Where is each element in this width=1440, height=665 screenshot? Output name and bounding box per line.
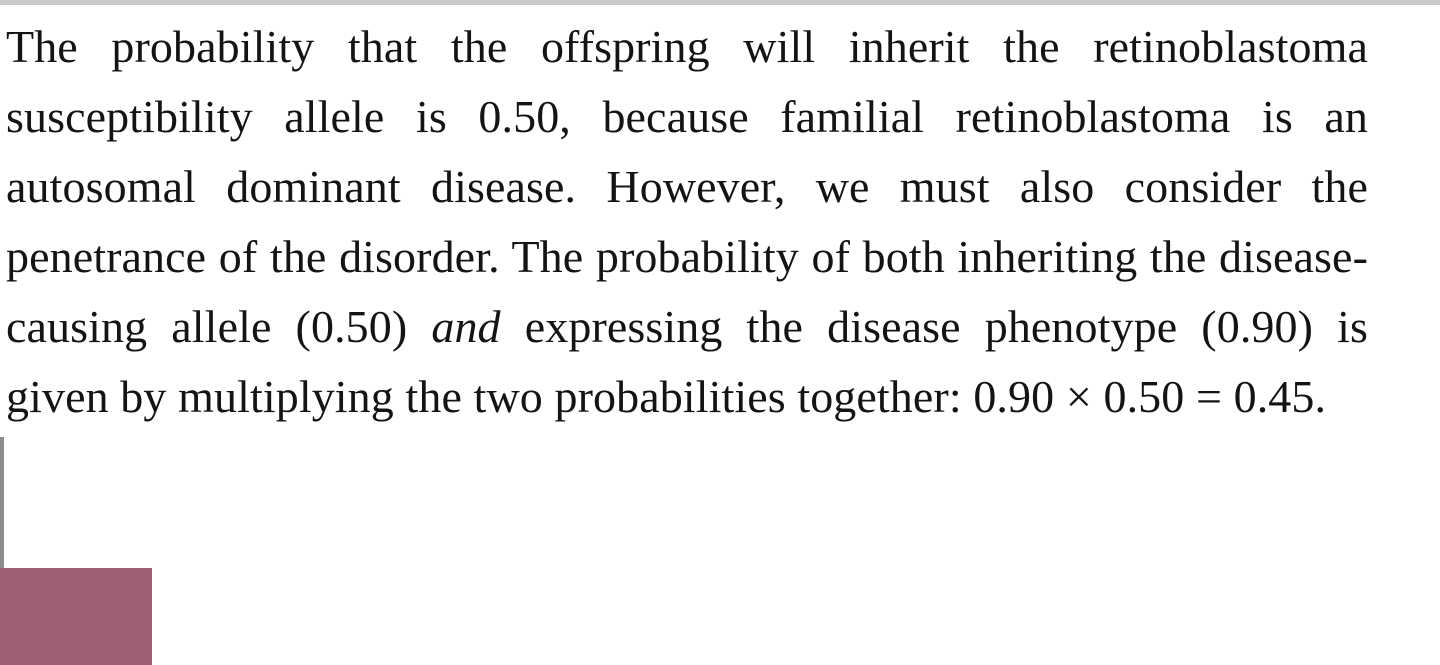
paragraph-text-after-italic: expressing the disease phenotype (0.90) is given by multiplying the two probabilities together: 0.90 × 0.50 = 0.45.: [6, 301, 1368, 422]
paragraph-text-before-italic: The probability that the offspring will inherit the retinoblastoma susceptibility allele is 0.50, because familial retinoblastoma is an autosomal dominant disease. However, we must also consider the penetrance of the disorder. The probability of both inheriting the disease-causing allele (0.50): [6, 21, 1368, 352]
paragraph-text-italic: and: [431, 301, 501, 352]
decorative-color-block: [0, 568, 152, 665]
text-column: [6, 12, 1368, 432]
top-divider-rule: [0, 0, 1440, 5]
body-paragraph: [6, 12, 1368, 432]
left-edge-mark: [0, 437, 4, 568]
